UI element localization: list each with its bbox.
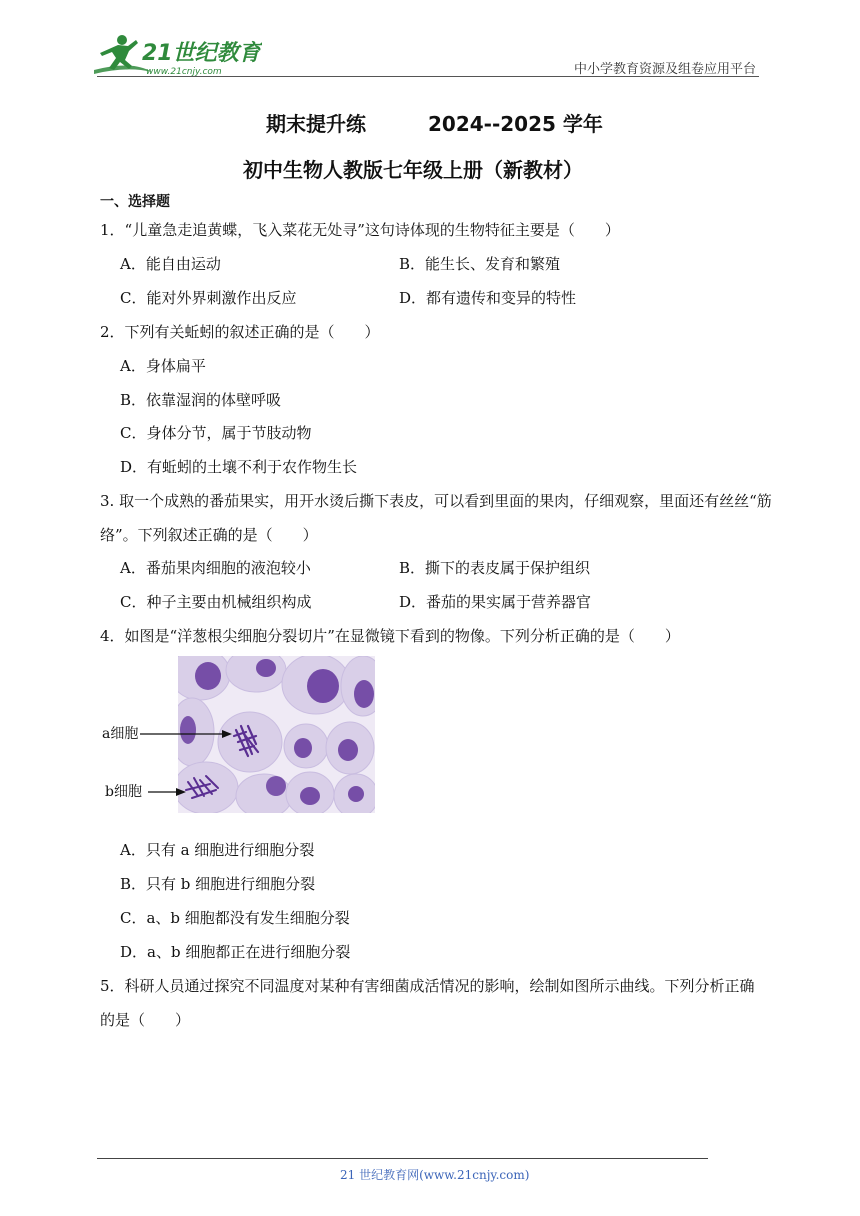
q3-option-b: B．撕下的表皮属于保护组织 [399, 559, 591, 577]
q2-option-b: B．依靠湿润的体壁呼吸 [120, 391, 282, 409]
title-line-1 [266, 108, 603, 137]
site-logo [92, 30, 262, 80]
question-2-stem: 2．下列有关蚯蚓的叙述正确的是（ ） [100, 323, 380, 341]
question-4-stem: 4．如图是“洋葱根尖细胞分裂切片”在显微镜下看到的物像。下列分析正确的是（ ） [100, 627, 680, 645]
q2-option-c: C．身体分节，属于节肢动物 [120, 424, 312, 442]
footer-divider [97, 1158, 708, 1159]
q1-option-c: C．能对外界刺激作出反应 [120, 289, 297, 307]
arrow-b-icon [148, 783, 186, 802]
logo-url: www.21cnjy.com [146, 67, 222, 77]
footer-link[interactable]: 21 世纪教育网(www.21cnjy.com) [340, 1168, 530, 1182]
section-heading: 一、选择题 [100, 194, 170, 210]
q2-option-a: A．身体扁平 [120, 357, 206, 375]
q1-option-d: D．都有遗传和变异的特性 [399, 289, 577, 307]
title-year: 2024--2025 学年 [428, 112, 603, 136]
question-5-stem-line-1: 5．科研人员通过探究不同温度对某种有害细菌成活情况的影响，绘制如图所示曲线。下列分析正确 [100, 977, 755, 995]
question-5-stem-line-2: 的是（ ） [100, 1011, 191, 1029]
q1-option-b: B．能生长、发育和繁殖 [399, 255, 561, 273]
q4-option-c: C．a、b 细胞都没有发生细胞分裂 [120, 909, 350, 927]
q3-option-a: A．番茄果肉细胞的液泡较小 [120, 559, 311, 577]
arrow-a-icon [140, 725, 232, 744]
platform-name: 中小学教育资源及组卷应用平台 [573, 62, 756, 77]
q4-option-a: A．只有 a 细胞进行细胞分裂 [120, 841, 315, 859]
q4-option-d: D．a、b 细胞都正在进行细胞分裂 [120, 943, 351, 961]
q1-option-a: A．能自由运动 [120, 255, 221, 273]
logo-text: 21世纪教育 [142, 41, 261, 66]
figure-label-b-cell: b细胞 [105, 784, 142, 800]
question-1-stem: 1．“儿童急走追黄蝶，飞入菜花无处寻”这句诗体现的生物特征主要是（ ） [100, 221, 620, 239]
q3-option-d: D．番茄的果实属于营养器官 [399, 593, 592, 611]
question-3-stem-line-2: 络”。下列叙述正确的是（ ） [100, 526, 318, 544]
question-3-stem-line-1: 3. 取一个成熟的番茄果实，用开水烫后撕下表皮，可以看到里面的果肉，仔细观察，里面还有丝丝“筋 [100, 492, 772, 510]
title-line-2: 初中生物人教版七年级上册（新教材） [243, 158, 583, 182]
figure-label-a-cell: a细胞 [102, 726, 139, 742]
q2-option-d: D．有蚯蚓的土壤不利于农作物生长 [120, 458, 358, 476]
q3-option-c: C．种子主要由机械组织构成 [120, 593, 312, 611]
q4-option-b: B．只有 b 细胞进行细胞分裂 [120, 875, 316, 893]
header-divider [97, 76, 759, 77]
title-term: 期末提升练 [266, 112, 366, 136]
